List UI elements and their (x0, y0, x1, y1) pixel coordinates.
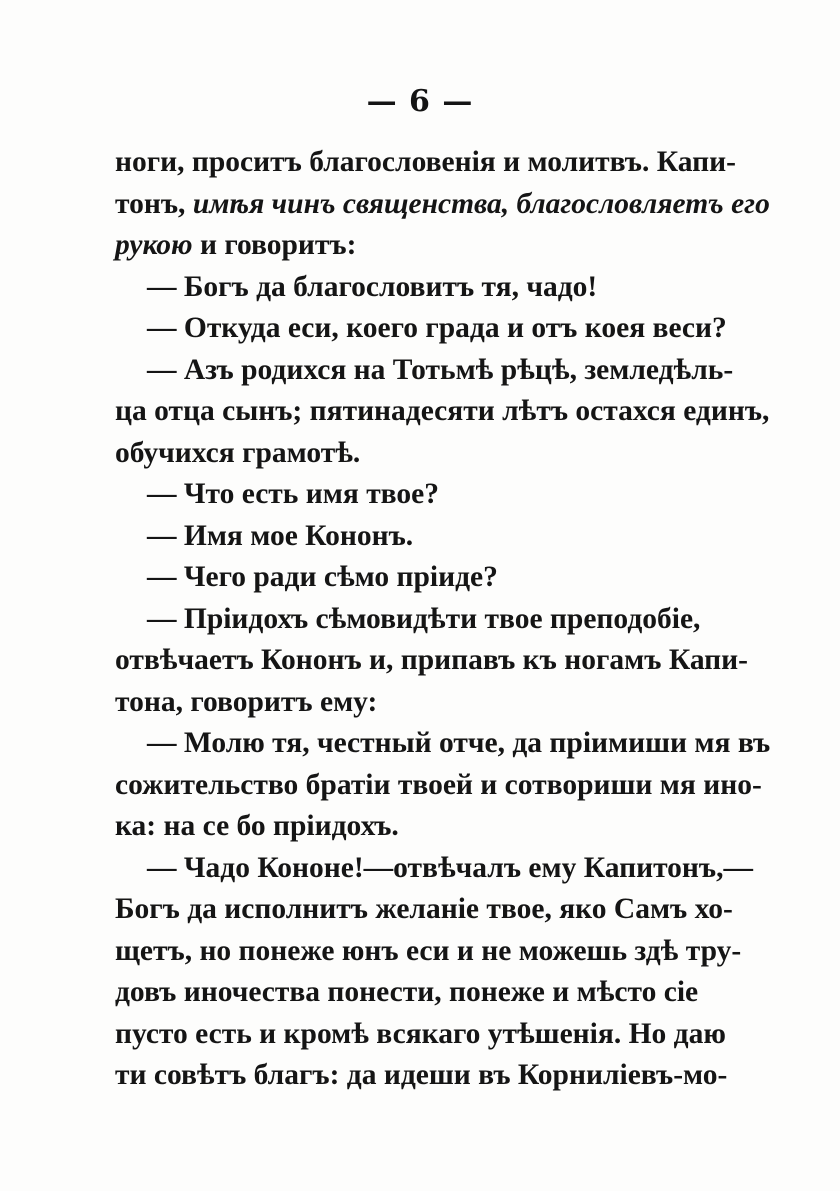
text-run: Богъ да исполнитъ желаніе твое, яко Самъ хо- (115, 893, 733, 925)
text-run: — Что есть имя твое? (147, 478, 440, 510)
italic-text-run: имѣя чинъ священства, благословляетъ его (192, 187, 770, 220)
text-run: сожительство братіи твоей и сотвориши мя ино- (115, 768, 762, 801)
text-run: тона, говоритъ ему: (115, 685, 378, 718)
text-run: — Откуда еси, коего града и отъ коея веси? (147, 312, 727, 344)
text-line (115, 1014, 726, 1056)
text-line (115, 225, 697, 267)
text-line (115, 806, 697, 848)
text-line (115, 1055, 728, 1097)
text-run: отвѣчаетъ Кононъ и, припавъ къ ногамъ Капи- (115, 644, 748, 676)
text-run: тонъ, (115, 187, 193, 220)
text-line (115, 972, 697, 1014)
text-run: — Чадо Кононе!—отвѣчалъ ему Капитонъ,— (147, 851, 754, 884)
body-text (115, 142, 771, 1097)
text-run: и говоритъ: (192, 229, 357, 261)
text-run: ка: на се бо пріидохъ. (115, 810, 399, 842)
text-line (115, 142, 736, 184)
text-line (115, 184, 770, 226)
text-run: — Богъ да благословитъ тя, чадо! (147, 270, 598, 303)
text-run: пусто есть и кромѣ всякаго утѣшенія. Но даю (115, 1017, 726, 1050)
text-line (115, 640, 748, 682)
text-line (115, 433, 697, 475)
text-run: щетъ, но понеже юнъ еси и не можешь здѣ тру- (115, 934, 742, 967)
text-run: обучихся грамотѣ. (115, 436, 361, 469)
text-line (115, 889, 733, 931)
text-run: ти совѣтъ благъ: да идеши въ Корниліевъ-мо- (115, 1059, 728, 1091)
text-line (115, 765, 762, 807)
text-line (115, 350, 734, 392)
text-run: довъ иночества понести, понеже и мѣсто сіе (115, 976, 699, 1008)
text-line (115, 848, 754, 890)
text-line (115, 267, 697, 309)
text-run: ца отца сынъ; пятинадесяти лѣтъ остахся единъ, (115, 395, 770, 427)
text-line (115, 474, 697, 516)
text-line (115, 516, 697, 558)
text-line (115, 682, 697, 724)
text-run: ноги, проситъ благословенія и молитвъ. Капи- (115, 146, 736, 178)
italic-text-run: рукою (115, 229, 193, 261)
text-line (115, 931, 742, 973)
text-run: — Чего ради сѣмо пріиде? (147, 561, 498, 593)
page-number: — 6 — (366, 84, 474, 119)
text-line (115, 557, 697, 599)
text-line (115, 723, 771, 765)
text-run: — Имя мое Кононъ. (147, 519, 414, 552)
text-line (115, 599, 701, 641)
text-run: — Азъ родихся на Тотьмѣ рѣцѣ, земледѣль- (147, 353, 734, 386)
text-line (115, 391, 770, 433)
text-run: — Пріидохъ сѣмовидѣти твое преподобіе, (147, 602, 701, 635)
text-line (115, 308, 727, 350)
text-run: — Молю тя, честный отче, да пріимиши мя въ (147, 727, 771, 759)
